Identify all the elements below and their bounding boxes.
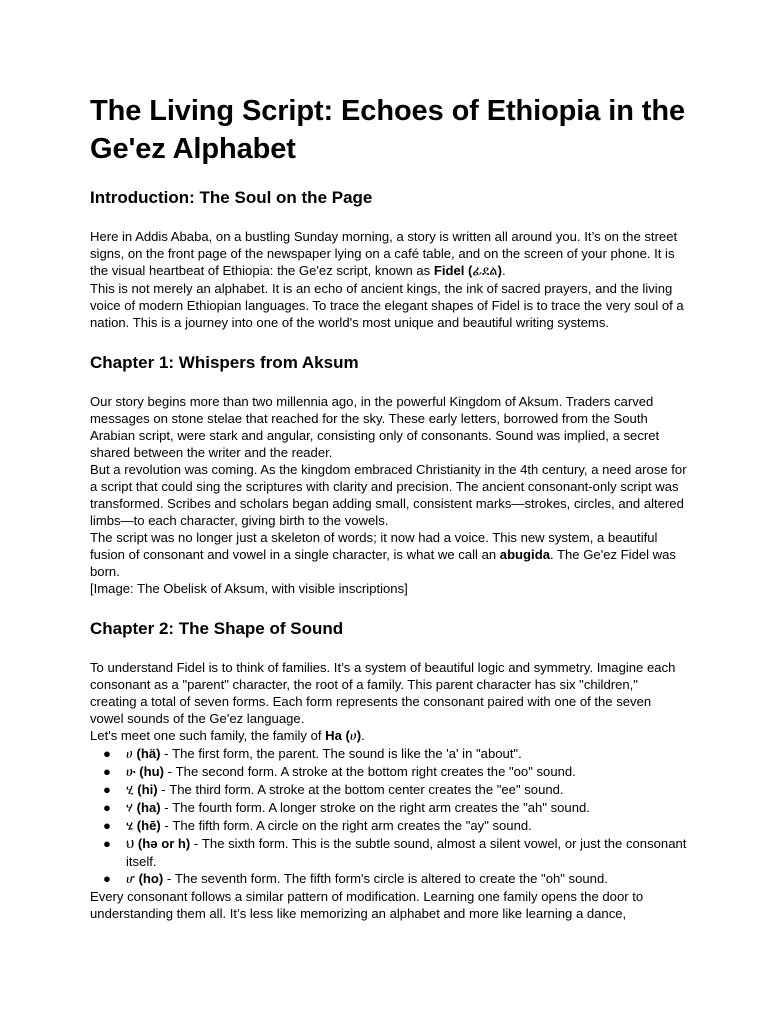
chapter-1-paragraph-1: Our story begins more than two millennia ago, in the powerful Kingdom of Aksum. Traders carved messages on stone stelae that reached for the sky. These early letters, borrowed from the South Arabian script, were stark and angular, consisting only of consonants. Sound was implied, a secret shared between the writer and the reader. [90, 394, 660, 460]
list-item: ● ሆ (ho) - The seventh form. The fifth form's circle is altered to create the "oh" sound. [103, 871, 608, 887]
list-item: ● ሀ (hä) - The first form, the parent. The sound is like the 'a' in "about". [103, 746, 522, 762]
abugida-term: abugida [499, 547, 550, 562]
list-item: ● ሂ (hi) - The third form. A stroke at the bottom center creates the "ee" sound. [103, 782, 564, 798]
intro-body [90, 228, 688, 331]
list-item: ● ሁ (hu) - The second form. A stroke at the bottom right creates the "oo" sound. [103, 764, 576, 780]
chapter-1-paragraph-2: But a revolution was coming. As the kingdom embraced Christianity in the 4th century, a need arose for a script that could sing the scriptures with clarity and precision. The ancient consonant-only script was transformed. Scribes and scholars began adding small, consistent marks—strokes, circles, and altered limbs—to each character, giving birth to the vowels. [90, 462, 687, 528]
chapter-2-heading: Chapter 2: The Shape of Sound [90, 619, 344, 638]
intro-paragraph-2: This is not merely an alphabet. It is an echo of ancient kings, the ink of sacred prayers, and the living voice of modern Ethiopian languages. To trace the elegant shapes of Fidel is to trace the very soul of a nation. This is a journey into one of the world's most unique and beautiful writing systems. [90, 281, 684, 330]
list-item: ● ሄ (hē) - The fifth form. A circle on the right arm creates the "ay" sound. [103, 818, 532, 834]
chapter-2-paragraph-2: Let's meet one such family, the family of Ha (ሀ). [90, 728, 365, 744]
intro-heading: Introduction: The Soul on the Page [90, 188, 373, 207]
list-item: ● ሃ (ha) - The fourth form. A longer stroke on the right arm creates the "ah" sound. [103, 800, 590, 816]
list-item: ● ህ (hə or h) - The sixth form. This is the subtle sound, almost a silent vowel, or just the consonant itself. [103, 836, 687, 869]
chapter-1-heading: Chapter 1: Whispers from Aksum [90, 353, 359, 372]
chapter-1-paragraph-3: The script was no longer just a skeleton of words; it now had a voice. This new system, a beautiful fusion of consonant and vowel in a single character, is what we call an abugida. The Ge'ez Fidel was born. [90, 530, 676, 579]
bullet-icon: ● [103, 782, 111, 797]
chapter-2-paragraph-1: To understand Fidel is to think of families. It’s a system of beautiful logic and symmetry. Imagine each consonant as a "parent" character, the root of a family. This parent character has six "children," creating a total of seven forms. Each form represents the consonant paired with one of the seven vowel sounds of the Ge'ez language. [90, 660, 676, 726]
fidel-glyph: ፊደል [472, 264, 498, 279]
bullet-icon: ● [103, 818, 111, 833]
chapter-2-paragraph-3: Every consonant follows a similar pattern of modification. Learning one family opens the door to understanding them all. It’s less like memorizing an alphabet and more like learning a dance, [90, 889, 644, 921]
bullet-icon: ● [103, 764, 111, 779]
chapter-1-body [90, 393, 688, 597]
image-placeholder-caption: [Image: The Obelisk of Aksum, with visible inscriptions] [90, 581, 408, 596]
ha-term: Ha (ሀ) [325, 728, 362, 744]
ha-glyph: ሀ [349, 729, 357, 744]
fidel-term: Fidel (ፊደል) [433, 263, 502, 279]
bullet-icon: ● [103, 746, 111, 761]
intro-paragraph-1: Here in Addis Ababa, on a bustling Sunday morning, a story is written all around you. It’s on the street signs, on the front page of the newspaper lying on a café table, and on the screen of your phone. It is the visual heartbeat of Ethiopia: the Ge'ez script, known as Fidel (ፊደል). [90, 229, 678, 279]
chapter-2-body [90, 659, 688, 922]
document-page [90, 92, 688, 922]
bullet-icon: ● [103, 800, 111, 815]
ha-family-list [90, 745, 688, 888]
bullet-icon: ● [103, 836, 111, 851]
bullet-icon: ● [103, 871, 111, 886]
document-title: The Living Script: Echoes of Ethiopia in the Ge'ez Alphabet [90, 95, 685, 165]
